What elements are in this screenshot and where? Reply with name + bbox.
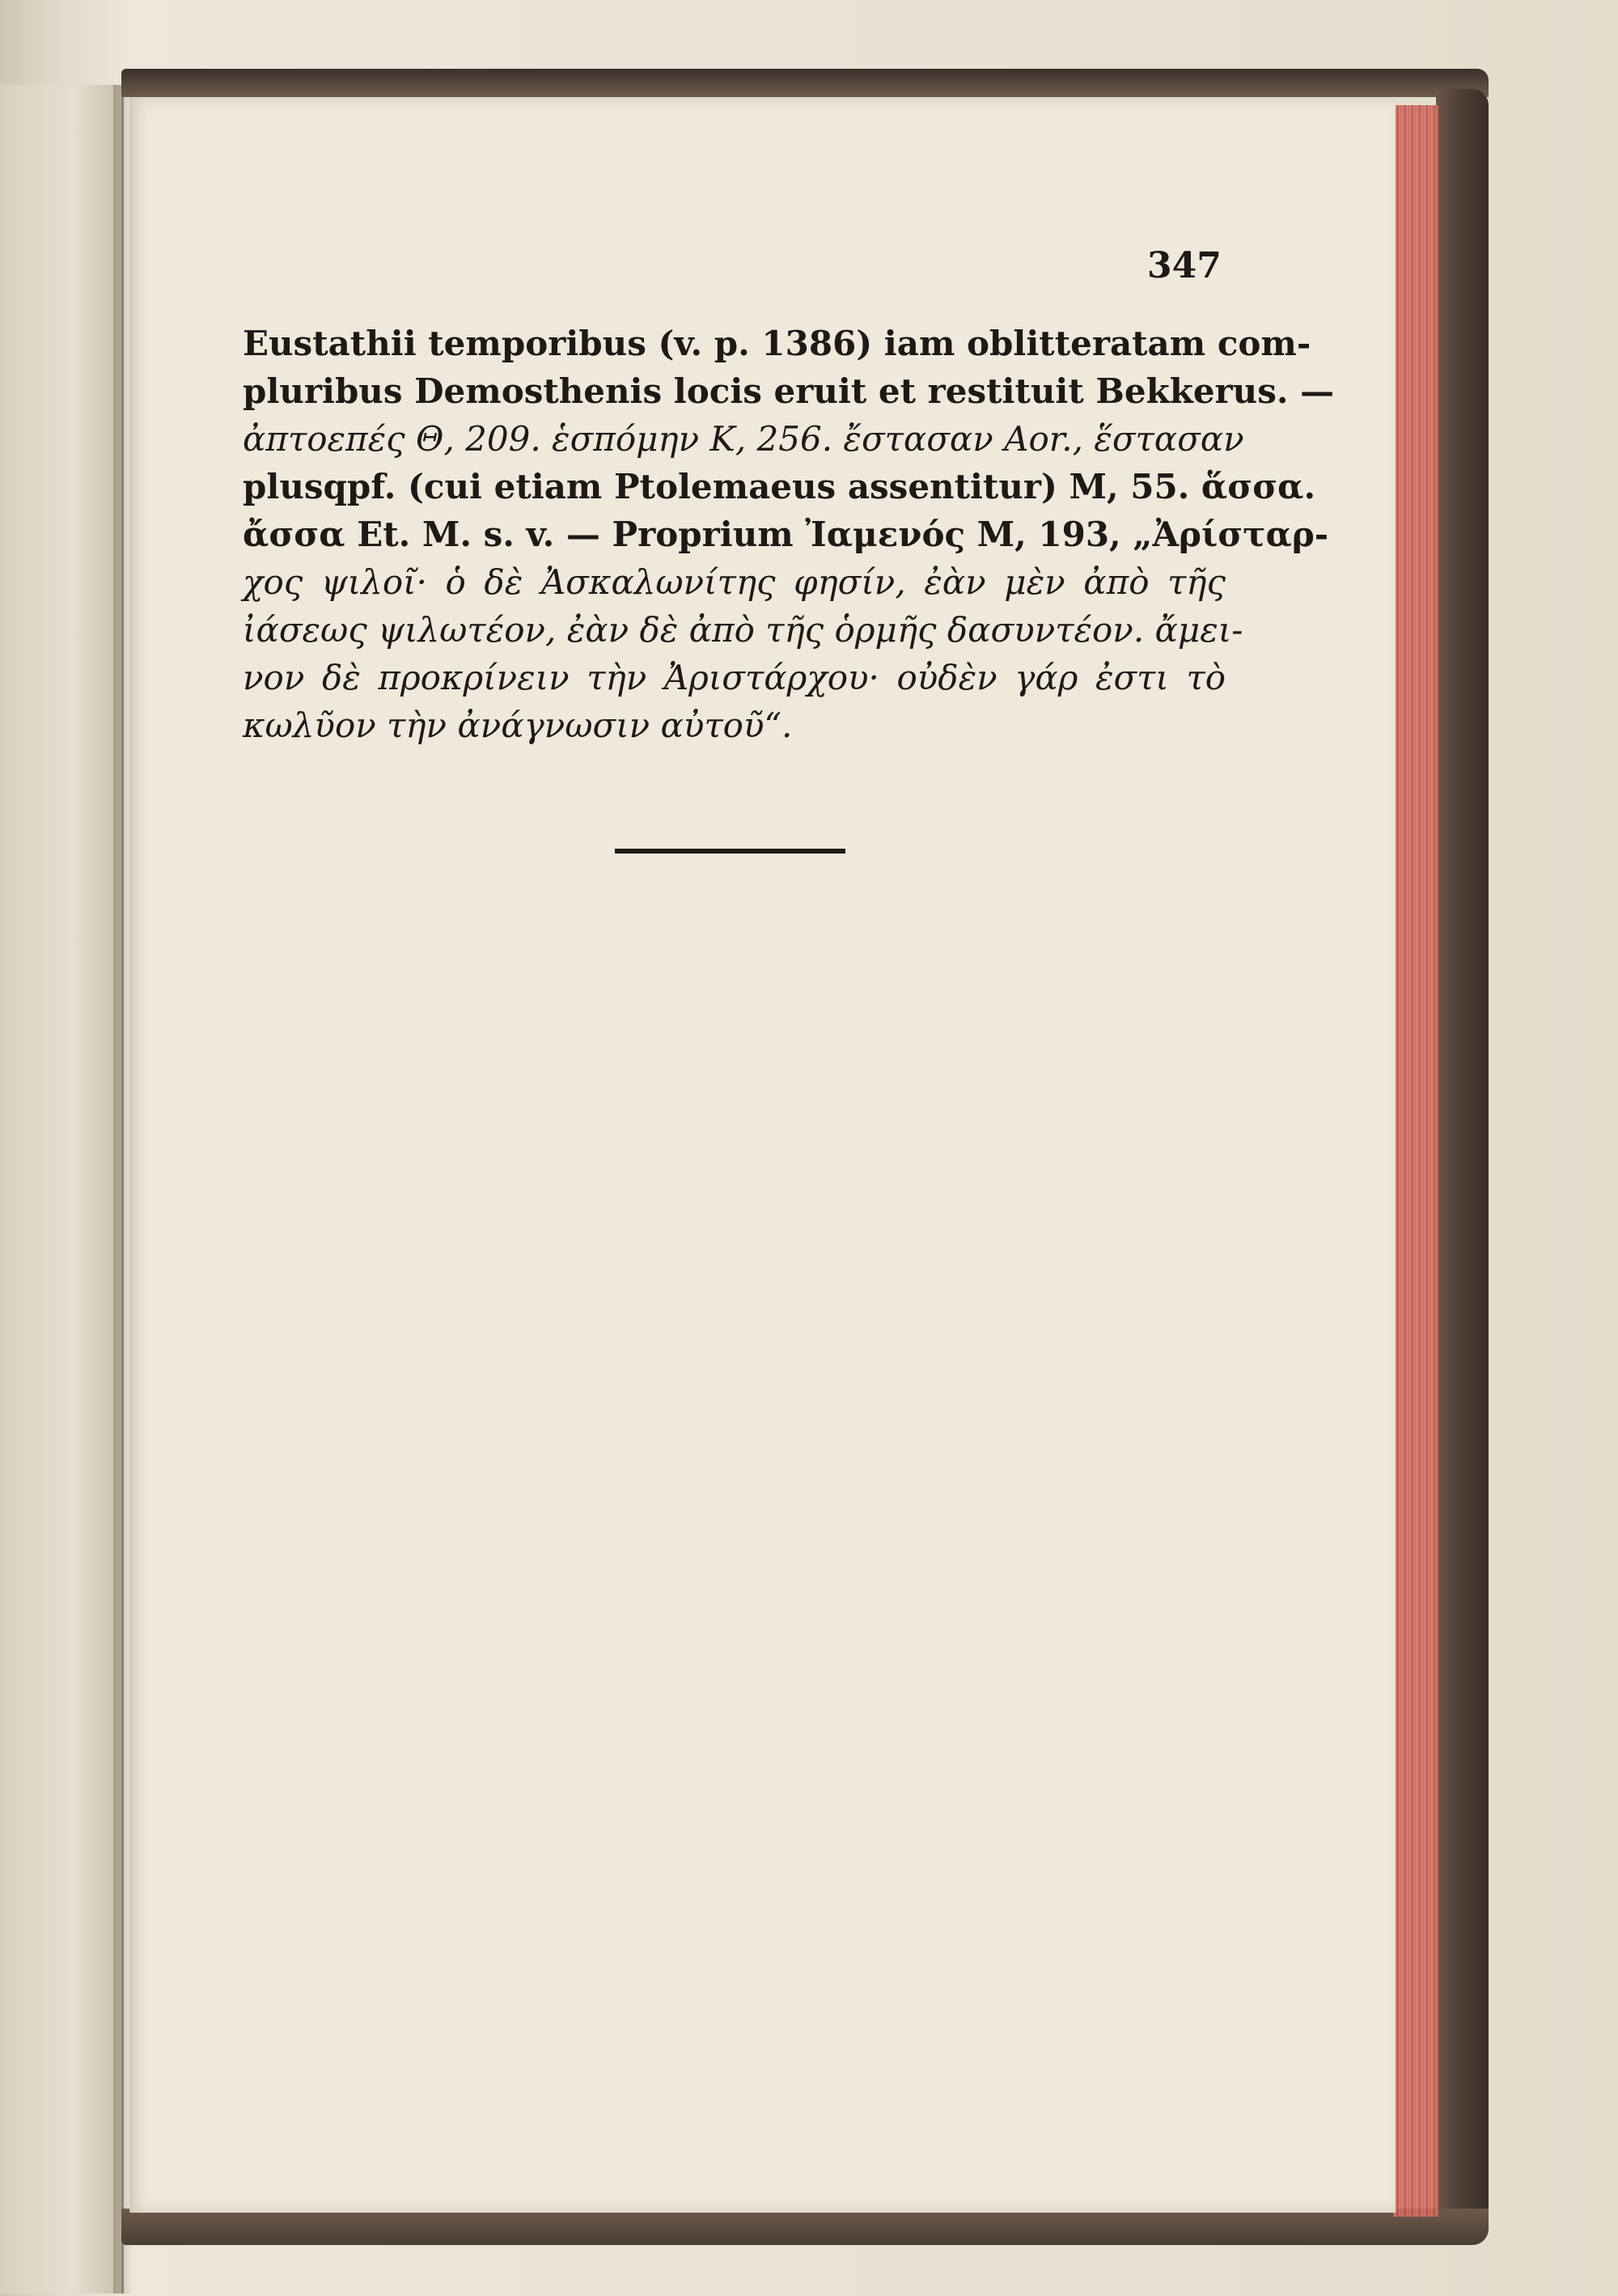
text-line: ἰάσεως ψιλωτέον, ἐὰν δὲ ἀπὸ τῆς ὁρμῆς δασυντέον. ἄμει- — [243, 610, 1243, 650]
facing-page-edge — [0, 85, 124, 2294]
text-line: ἄσσα Et. M. s. v. — Proprium Ἰαμενός Μ, 193, „Ἀρίσταρ- — [243, 515, 1329, 554]
text-line: ἀπτοεπές Θ, 209. ἑσπόμην Κ, 256. ἔστασαν Aor., ἕστασαν — [243, 419, 1244, 459]
text-line: νον δὲ προκρίνειν τὴν Ἀριστάρχου· οὐδὲν γάρ ἐστι τὸ — [243, 658, 1226, 697]
text-line: κωλῦον τὴν ἀνάγνωσιν αὐτοῦ“. — [243, 705, 793, 745]
body-text — [243, 320, 1335, 749]
book-cover-top — [121, 69, 1489, 97]
text-line: plusqpf. (cui etiam Ptolemaeus assentitur) Μ, 55. ἅσσα. — [243, 467, 1316, 506]
section-divider-rule — [615, 849, 845, 854]
book-cover-bottom — [121, 2209, 1489, 2245]
spine-shadow — [113, 85, 133, 2294]
text-line: χος ψιλοῖ· ὁ δὲ Ἀσκαλωνίτης φησίν, ἐὰν μὲν ἀπὸ τῆς — [243, 562, 1226, 602]
page-number: 347 — [1147, 245, 1222, 286]
red-page-edges — [1393, 105, 1438, 2217]
book-cover-right — [1436, 89, 1489, 2241]
text-line: Eustathii temporibus (v. p. 1386) iam oblitteratam com- — [243, 324, 1311, 363]
text-line: pluribus Demosthenis locis eruit et restituit Bekkerus. — — [243, 371, 1335, 411]
